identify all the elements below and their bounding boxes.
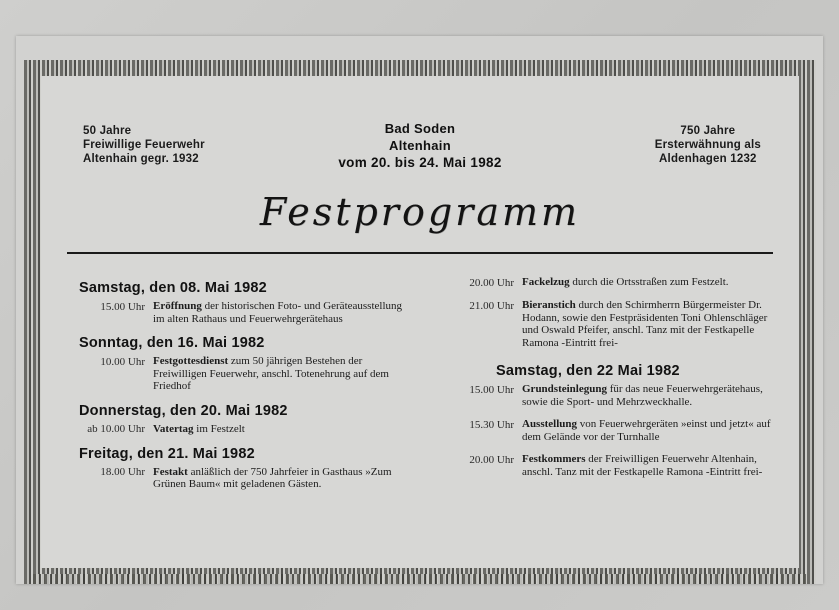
program-entry-description: Festakt anläßlich der 750 Jahrfeier in Gasthaus »Zum Grünen Baum« mit geladenen Gästen. [153,465,392,490]
program-day-heading: Donnerstag, den 20. Mai 1982 [79,402,288,419]
program-entry-description: Eröffnung der historischen Foto- und Geräteausstellung im alten Rathaus und Feuerwehrgerätehaus [153,300,403,325]
program-entry-description: Vatertag im Festzelt [153,422,245,435]
program-entry [61,466,410,491]
program-card [41,76,799,568]
program-entry-time: 18.00 Uhr [100,466,145,478]
program-entry [61,300,410,325]
program-column-left [61,272,410,501]
program-entry-highlight: Ausstellung [522,418,578,430]
title-block [61,190,779,246]
program-entry-time: 20.00 Uhr [469,453,514,466]
program-entry [61,423,410,436]
header-center-line-2: Altenhain [389,138,451,153]
program-day-heading: Samstag, den 08. Mai 1982 [79,280,267,296]
program-entry [61,355,410,393]
header-right-block [655,124,761,166]
program-entry-time: 15.00 Uhr [100,300,145,313]
program-columns [61,272,779,501]
header-left-line-1: 50 Jahre [83,125,132,137]
document-header [61,92,779,170]
decorative-bottom-strip [33,574,807,584]
program-entry-time: 10.00 Uhr [100,355,145,368]
program-entry-time: 15.30 Uhr [469,418,514,431]
program-entry-time: 15.00 Uhr [469,383,514,396]
program-entry [430,383,779,408]
program-entry-highlight: Grundsteinlegung [522,383,607,395]
header-left-line-3: Altenhain gegr. 1932 [83,153,199,165]
header-right-line-2: Ersterwähnung als [654,139,761,151]
program-entry-time: 21.00 Uhr [469,299,514,312]
page-title: Festprogramm [259,190,581,234]
header-left-line-2: Freiwillige Feuerwehr [83,139,205,151]
program-entry-highlight: Fackelzug [522,276,570,288]
header-right-line-1: 750 Jahre [680,125,736,137]
program-entry [430,299,779,349]
program-entry-description: Festgottesdienst zum 50 jährigen Bestehen der Freiwilligen Feuerwehr, anschl. Totenehrung auf dem Friedhof [153,355,389,392]
program-day-heading: Freitag, den 21. Mai 1982 [79,445,255,462]
program-column-right [430,272,779,501]
header-center-line-1: Bad Soden [384,121,456,136]
program-entry-highlight: Eröffnung [153,300,202,312]
program-day-heading: Samstag, den 22 Mai 1982 [496,363,680,379]
program-entry [430,276,779,289]
program-entry-description: Festkommers der Freiwilligen Feuerwehr Altenhain, anschl. Tanz mit der Festkapelle Ramona -Eintritt frei- [522,453,763,478]
program-entry-description: Fackelzug durch die Ortsstraßen zum Festzelt. [522,276,729,288]
program-entry-highlight: Vatertag [153,422,194,435]
program-entry-description: Grundsteinlegung für das neue Feuerwehrgerätehaus, sowie die Sport- und Mehrzweckhalle. [522,383,763,408]
program-entry-highlight: Festkommers [522,453,586,465]
program-entry-highlight: Festakt [153,465,188,478]
program-entry-highlight: Festgottesdienst [153,355,229,367]
program-entry [430,418,779,443]
header-right-line-3: Aldenhagen 1232 [659,153,757,165]
program-entry-description: Bieranstich durch den Schirmherrn Bürgermeister Dr. Hodann, sowie den Festpräsidenten Toni Ohlenschläger und Oswald Pfeifer, anschl. Tanz mit der Festkapelle Ramona -Eintritt frei- [522,299,768,349]
program-entry-description: Ausstellung von Feuerwehrgeräten »einst und jetzt« auf dem Gelände vor der Turnhalle [522,418,771,443]
program-entry-time: ab 10.00 Uhr [87,423,145,435]
header-center-line-3: vom 20. bis 24. Mai 1982 [338,155,502,170]
program-entry-highlight: Bieranstich [522,299,576,311]
program-entry-time: 20.00 Uhr [469,276,514,289]
program-entry [430,453,779,478]
header-divider [67,252,773,254]
program-day-heading: Sonntag, den 16. Mai 1982 [79,335,265,351]
